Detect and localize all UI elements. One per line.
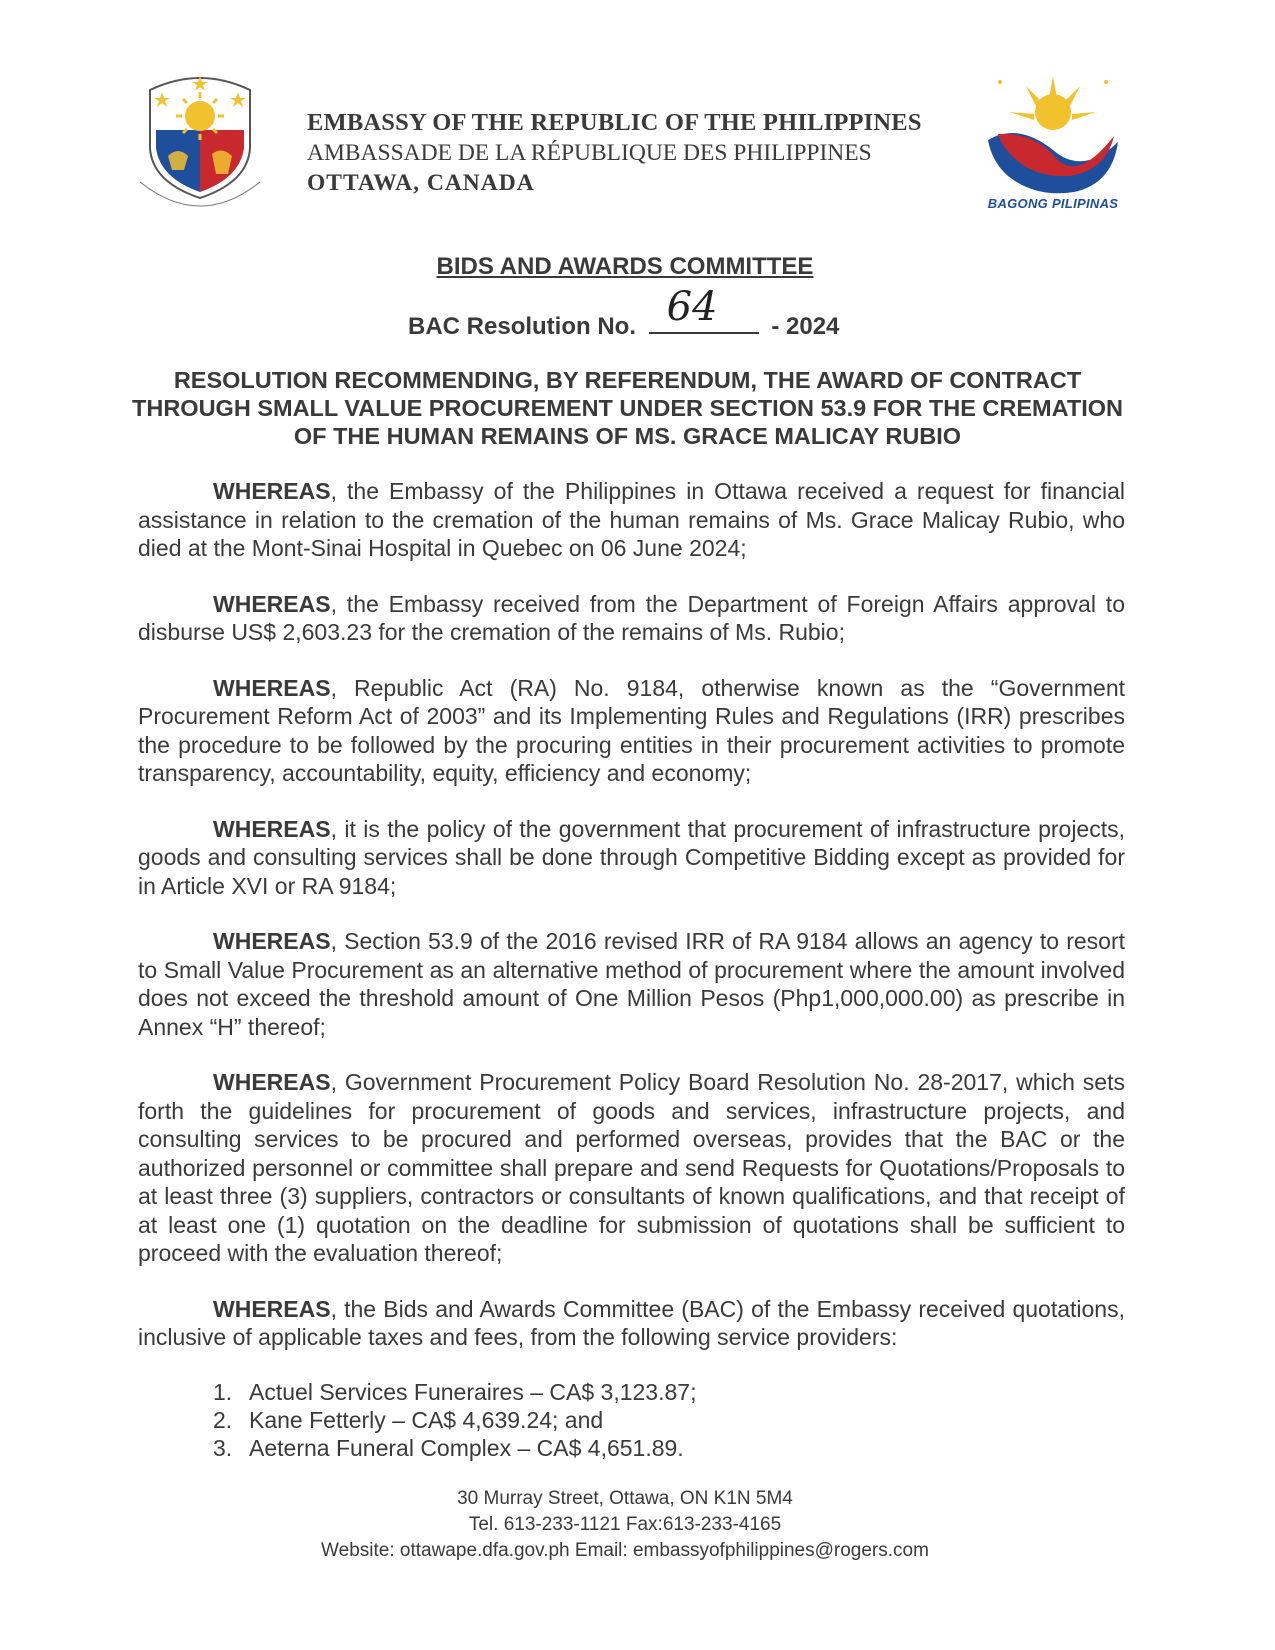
whereas-paragraph <box>138 927 1125 1041</box>
resolution-title: RESOLUTION RECOMMENDING, BY REFERENDUM, THE AWARD OF CONTRACT THROUGH SMALL VALUE PROCUREMENT UNDER SECTION 53.9 FOR THE CREMATION OF THE HUMAN REMAINS OF MS. GRACE MALICAY RUBIO <box>132 367 1123 449</box>
list-item <box>213 1406 1125 1434</box>
whereas-label: WHEREAS <box>213 1069 331 1095</box>
paragraph-text: , the Bids and Awards Committee (BAC) of the Embassy received quotations, inclusive of applicable taxes and fees, from the following service providers: <box>138 1295 1125 1350</box>
list-item-number: 3. <box>213 1434 233 1461</box>
paragraph-text: , Section 53.9 of the 2016 revised IRR of RA 9184 allows an agency to resort to Small Value Procurement as an alternative method of procurement where the amount involved does not exceed the threshold amount of One Million Pesos (Php1,000,000.00) as prescribe in Annex “H” thereof; <box>138 928 1125 1040</box>
resolution-number-blank <box>649 284 759 334</box>
document-body <box>138 477 1125 1462</box>
paragraph-text: , Government Procurement Policy Board Resolution No. 28-2017, which sets forth the guidelines for procurement of goods and services, infrastructure projects, and consulting services to be procured and performed overseas, provides that the BAC or the authorized personnel or committee shall prepare and send Requests for Quotations/Proposals to at least three (3) suppliers, contractors or consultants of known qualifications, and that receipt of at least one (1) quotation on the deadline for submission of quotations shall be sufficient to proceed with the evaluation thereof; <box>138 1069 1125 1266</box>
committee-heading: BIDS AND AWARDS COMMITTEE <box>436 253 814 280</box>
footer-address: 30 Murray Street, Ottawa, ON K1N 5M4 <box>457 1488 793 1509</box>
whereas-paragraph <box>138 1068 1125 1268</box>
paragraph-text: , the Embassy of the Philippines in Ottawa received a request for financial assistance in relation to the cremation of the human remains of Ms. Grace Malicay Rubio, who died at the Mont-Sinai Hospital in Quebec on 06 June 2024; <box>138 478 1125 561</box>
bagong-pilipinas-label: BAGONG PILIPINAS <box>987 196 1119 211</box>
resolution-number-line <box>408 284 840 341</box>
letterhead <box>307 108 922 198</box>
list-item-number: 2. <box>213 1406 233 1433</box>
list-item-text: Aeterna Funeral Complex – CA$ 4,651.89. <box>249 1434 684 1461</box>
whereas-paragraph <box>138 674 1125 788</box>
list-item-text: Kane Fetterly – CA$ 4,639.24; and <box>249 1406 604 1433</box>
embassy-name-english: EMBASSY OF THE REPUBLIC OF THE PHILIPPINES <box>307 109 922 136</box>
list-item <box>213 1378 1125 1406</box>
whereas-paragraph <box>138 815 1125 901</box>
whereas-label: WHEREAS <box>213 1295 331 1322</box>
list-item-text: Actuel Services Funeraires – CA$ 3,123.87; <box>249 1378 697 1405</box>
resolution-year: - 2024 <box>771 313 840 340</box>
whereas-label: WHEREAS <box>213 674 331 701</box>
page-footer <box>0 1486 1250 1564</box>
whereas-paragraph <box>138 1295 1125 1352</box>
service-provider-list <box>138 1378 1125 1462</box>
embassy-name-french: AMBASSADE DE LA RÉPUBLIQUE DES PHILIPPINES <box>307 140 872 166</box>
philippine-seal-icon <box>136 70 264 218</box>
embassy-location: OTTAWA, CANADA <box>307 170 535 196</box>
whereas-paragraph <box>138 590 1125 647</box>
paragraph-text: , the Embassy received from the Department of Foreign Affairs approval to disburse US$ 2,603.23 for the cremation of the remains of Ms. Rubio; <box>138 590 1125 645</box>
footer-website: Website: ottawape.dfa.gov.ph Email: embassyofphilippines@rogers.com <box>321 1540 929 1561</box>
whereas-label: WHEREAS <box>213 928 331 954</box>
resolution-prefix: BAC Resolution No. <box>408 313 636 340</box>
list-item <box>213 1434 1125 1462</box>
handwritten-resolution-number: 64 <box>666 284 718 330</box>
whereas-label: WHEREAS <box>213 478 331 504</box>
whereas-label: WHEREAS <box>213 815 331 842</box>
list-item-number: 1. <box>213 1378 233 1405</box>
whereas-label: WHEREAS <box>213 590 331 617</box>
paragraph-text: , Republic Act (RA) No. 9184, otherwise known as the “Government Procurement Reform Act of 2003” and its Implementing Rules and Regulations (IRR) prescribes the procedure to be followed by the procuring entities in their procurement activities to promote transparency, accountability, equity, efficiency and economy; <box>138 674 1125 786</box>
footer-phone: Tel. 613-233-1121 Fax:613-233-4165 <box>468 1514 782 1535</box>
whereas-paragraph <box>138 477 1125 563</box>
paragraph-text: , it is the policy of the government that procurement of infrastructure projects, goods and consulting services shall be done through Competitive Bidding except as provided for in Article XVI or RA 9184; <box>138 815 1125 899</box>
